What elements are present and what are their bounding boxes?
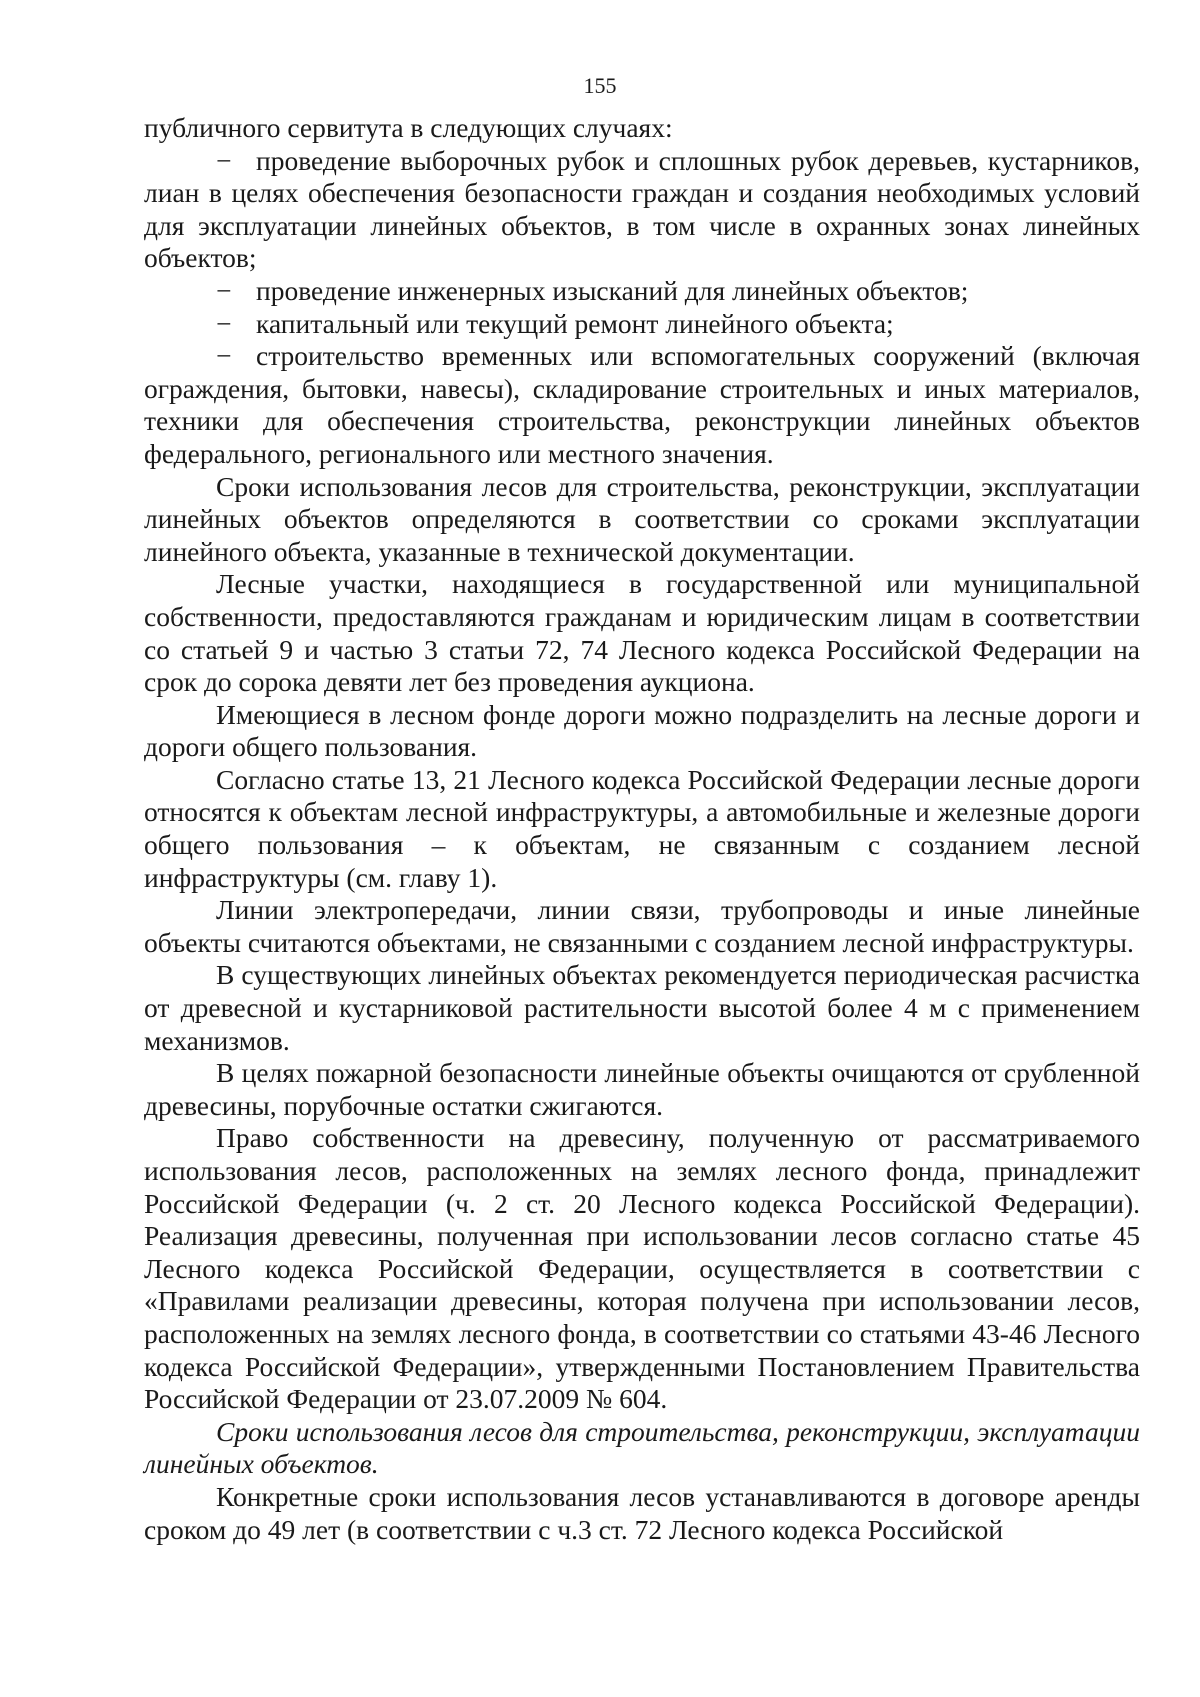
bullet-item xyxy=(144,145,1140,275)
bullet-item xyxy=(144,308,1140,341)
page-number: 155 xyxy=(583,73,617,98)
body-paragraph: Лесные участки, находящиеся в государственной или муниципальной собственности, предоставляются гражданам и юридическим лицам в соответствии со статьей 9 и частью 3 статьи 72, 74 Лесного кодекса Российской Федерации на срок до сорока девяти лет без проведения аукциона. xyxy=(144,568,1140,698)
dash-marker: − xyxy=(216,144,232,176)
dash-marker: − xyxy=(216,307,232,339)
body-paragraph: Согласно статье 13, 21 Лесного кодекса Российской Федерации лесные дороги относятся к объектам лесной инфраструктуры, а автомобильные и железные дороги общего пользования – к объектам, не связанным с созданием лесной инфраструктуры (см. главу 1). xyxy=(144,763,1140,893)
body-paragraph: Конкретные сроки использования лесов устанавливаются в договоре аренды сроком до 49 лет (в соответствии с ч.3 ст. 72 Лесного кодекса Российской xyxy=(144,1480,1140,1545)
bullet-text: строительство временных или вспомогательных сооружений (включая ограждения, бытовки, навесы), складирование строительных и иных материалов, техники для обеспечения строительства, реконструкции линейных объектов федерального, регионального или местного значения. xyxy=(144,340,1140,469)
dash-marker: − xyxy=(216,340,232,372)
italic-subheading: Сроки использования лесов для строительства, реконструкции, эксплуатации линейных объектов. xyxy=(144,1415,1140,1480)
body-paragraph: В целях пожарной безопасности линейные объекты очищаются от срубленной древесины, порубочные остатки сжигаются. xyxy=(144,1057,1140,1121)
body-paragraph: Линии электропередачи, линии связи, трубопроводы и иные линейные объекты считаются объектами, не связанными с созданием лесной инфраструктуры. xyxy=(144,894,1140,958)
body-paragraph: Имеющиеся в лесном фонде дороги можно подразделить на лесные дороги и дороги общего пользования. xyxy=(144,698,1140,763)
bullet-text: проведение инженерных изысканий для линейных объектов; xyxy=(256,274,969,306)
body-paragraph: Право собственности на древесину, полученную от рассматриваемого использования лесов, расположенных на землях лесного фонда, принадлежит Российской Федерации (ч. 2 ст. 20 Лесного кодекса Российской Федерации). Реализация древесины, полученная при использовании лесов согласно статье 45 Лесного кодекса Российской Федерации, осуществляется в соответствии с «Правилами реализации древесины, которая получена при использовании лесов, расположенных на землях лесного фонда, в соответствии со статьями 43-46 Лесного кодекса Российской Федерации», утвержденными Постановлением Правительства Российской Федерации от 23.07.2009 № 604. xyxy=(144,1122,1140,1415)
bullet-text: проведение выборочных рубок и сплошных рубок деревьев, кустарников, лиан в целях обеспечения безопасности граждан и создания необходимых условий для эксплуатации линейных объектов, в том числе в охранных зонах линейных объектов; xyxy=(144,144,1140,274)
body-paragraph: В существующих линейных объектах рекомендуется периодическая расчистка от древесной и кустарниковой растительности высотой более 4 м с применением механизмов. xyxy=(144,959,1140,1056)
body-paragraph: Сроки использования лесов для строительства, реконструкции, эксплуатации линейных объектов определяются в соответствии со сроками эксплуатации линейного объекта, указанные в технической документации. xyxy=(144,470,1140,567)
bullet-text: капитальный или текущий ремонт линейного объекта; xyxy=(256,307,894,339)
bullet-item xyxy=(144,340,1140,470)
dash-marker: − xyxy=(216,274,232,306)
bullet-item xyxy=(144,275,1140,308)
continuation-paragraph: публичного сервитута в следующих случаях: xyxy=(144,112,673,143)
document-body xyxy=(144,112,1140,1546)
